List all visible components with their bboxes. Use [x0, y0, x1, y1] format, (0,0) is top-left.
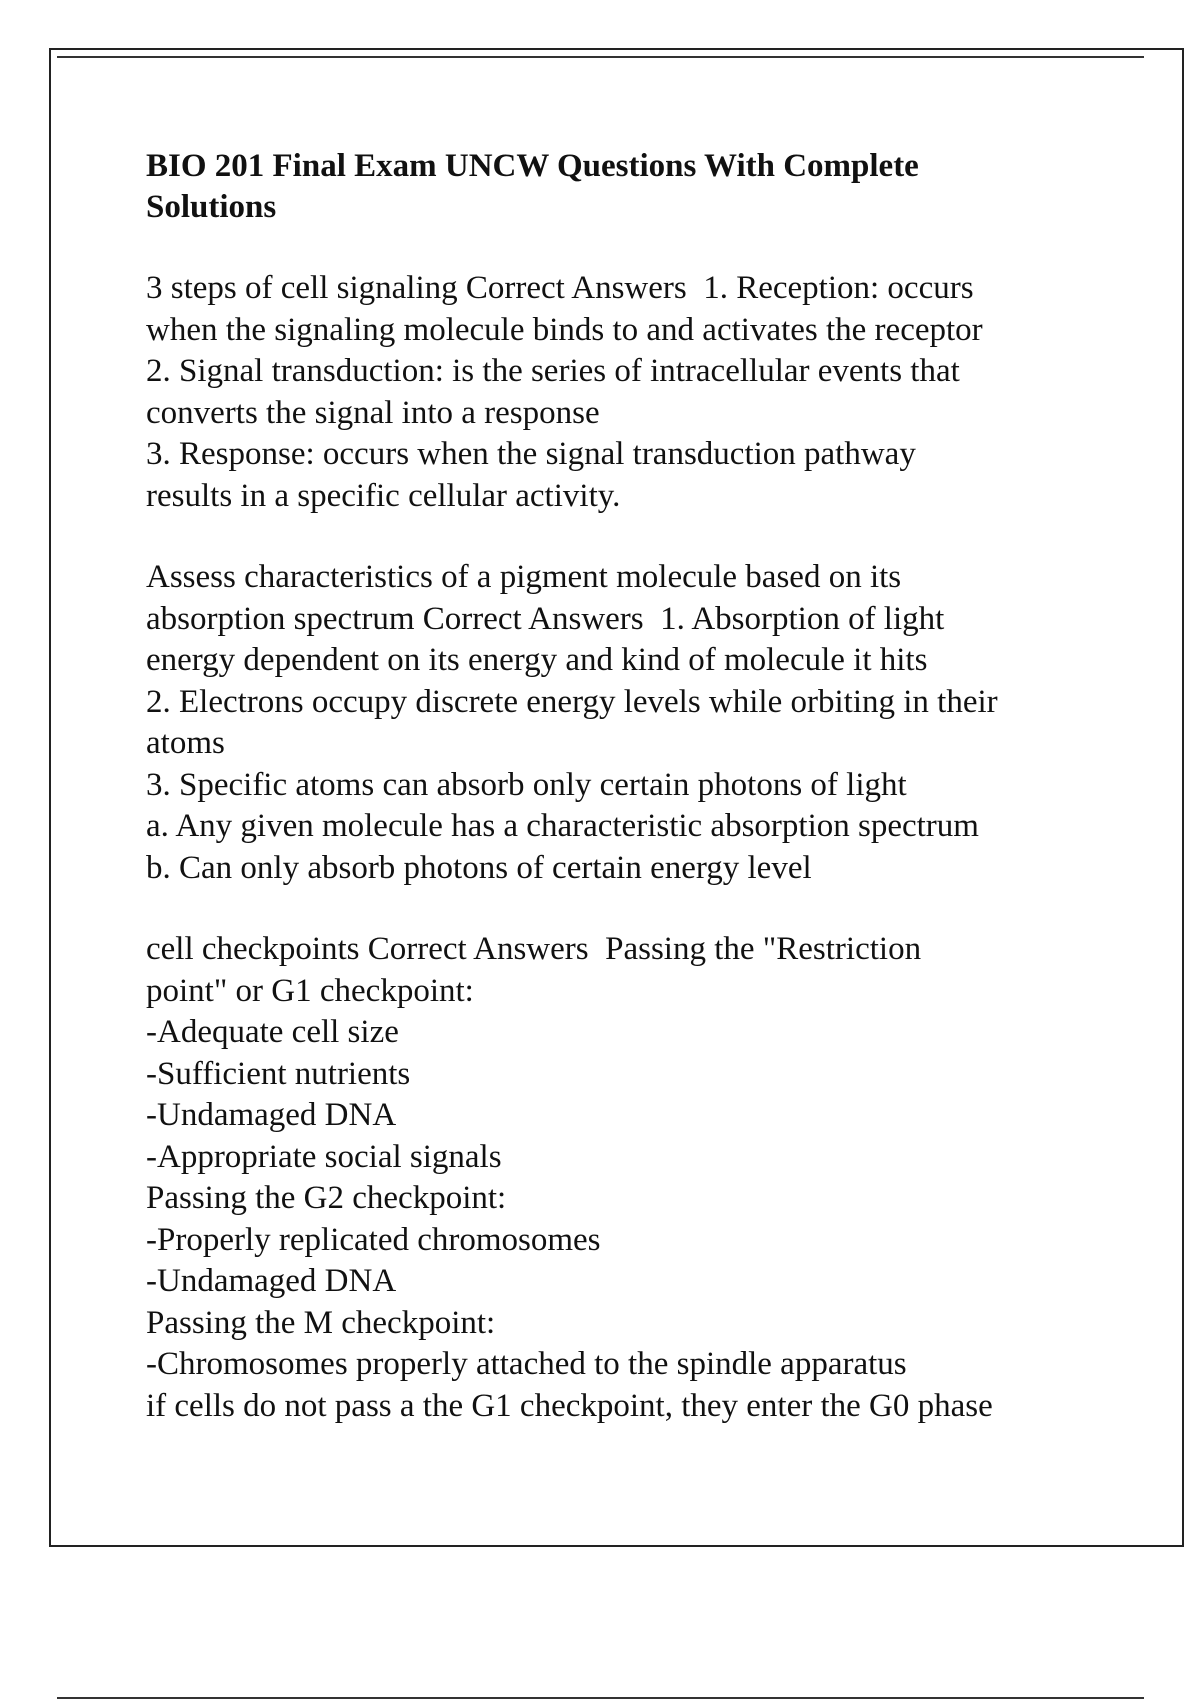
qa-line: 3. Response: occurs when the signal transduction pathway — [146, 436, 916, 472]
bottom-rule — [57, 1697, 1144, 1699]
document-title-line: BIO 201 Final Exam UNCW Questions With Complete — [146, 148, 919, 184]
qa-line: -Properly replicated chromosomes — [146, 1221, 601, 1258]
qa-line: if cells do not pass a the G1 checkpoint, they enter the G0 phase — [146, 1387, 993, 1424]
qa-block-cell-checkpoints — [146, 929, 1106, 1427]
qa-line: atoms — [146, 725, 225, 761]
qa-line: Passing the G2 checkpoint: — [146, 1180, 507, 1216]
qa-line: when the signaling molecule binds to and activates the receptor — [146, 311, 983, 348]
qa-line: -Chromosomes properly attached to the spindle apparatus — [146, 1346, 907, 1382]
qa-line: b. Can only absorb photons of certain energy level — [146, 849, 812, 886]
qa-line: -Appropriate social signals — [146, 1138, 502, 1175]
qa-line: absorption spectrum Correct Answers 1. Absorption of light — [146, 600, 945, 637]
qa-line: 2. Electrons occupy discrete energy levels while orbiting in their — [146, 683, 998, 720]
qa-block-cell-signaling — [146, 268, 1106, 517]
qa-line: -Undamaged DNA — [146, 1097, 397, 1133]
qa-line: Assess characteristics of a pigment molecule based on its — [146, 559, 902, 595]
qa-line: point" or G1 checkpoint: — [146, 972, 474, 1009]
qa-line: 2. Signal transduction: is the series of intracellular events that — [146, 353, 960, 389]
qa-line: energy dependent on its energy and kind of molecule it hits — [146, 642, 928, 678]
qa-line: a. Any given molecule has a characteristic absorption spectrum — [146, 808, 979, 844]
qa-line: 3 steps of cell signaling Correct Answers 1. Reception: occurs — [146, 270, 974, 306]
qa-line: 3. Specific atoms can absorb only certain photons of light — [146, 766, 907, 803]
qa-block-pigment-molecule — [146, 557, 1106, 889]
qa-line: cell checkpoints Correct Answers Passing the "Restriction — [146, 931, 922, 967]
top-rule — [57, 56, 1144, 58]
qa-line: -Adequate cell size — [146, 1014, 399, 1050]
qa-line: results in a specific cellular activity. — [146, 477, 621, 514]
qa-line: Passing the M checkpoint: — [146, 1304, 496, 1341]
qa-line: -Sufficient nutrients — [146, 1055, 411, 1092]
document-body — [146, 146, 1106, 1467]
document-title-line: Solutions — [146, 189, 277, 225]
qa-line: -Undamaged DNA — [146, 1263, 397, 1299]
qa-line: converts the signal into a response — [146, 394, 600, 431]
document-title — [146, 146, 1106, 228]
